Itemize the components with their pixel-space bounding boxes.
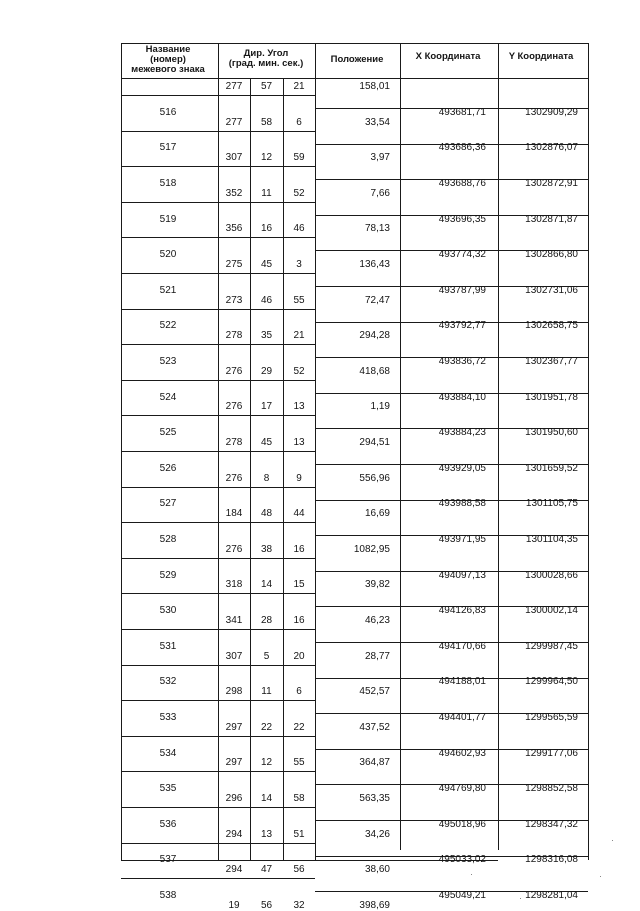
x-coordinate: 495018,96 bbox=[438, 819, 486, 830]
mark-number: 531 bbox=[159, 641, 177, 652]
x-coordinate: 493884,23 bbox=[438, 427, 486, 438]
angle-seconds: 46 bbox=[293, 223, 305, 234]
angle-minutes: 11 bbox=[261, 188, 272, 199]
distance-value: 136,43 bbox=[359, 259, 390, 270]
distance-value: 294,51 bbox=[359, 437, 390, 448]
angle-seconds: 52 bbox=[293, 188, 305, 199]
angle-degrees: 297 bbox=[225, 722, 243, 733]
distance-value: 33,54 bbox=[364, 117, 390, 128]
row-divider bbox=[121, 451, 315, 452]
distance-value: 78,13 bbox=[364, 223, 390, 234]
row-divider bbox=[121, 95, 315, 96]
angle-minutes: 14 bbox=[260, 793, 273, 804]
angle-minutes: 48 bbox=[260, 508, 273, 519]
x-coordinate: 495033,02 bbox=[438, 854, 486, 865]
angle-degrees: 356 bbox=[225, 223, 243, 234]
mark-number: 535 bbox=[159, 783, 177, 794]
y-coordinate: 1301105,75 bbox=[525, 498, 578, 509]
y-coordinate: 1299565,59 bbox=[525, 712, 578, 723]
angle-degrees: 184 bbox=[225, 508, 243, 519]
angle-degrees: 307 bbox=[225, 152, 243, 163]
y-coordinate: 1302872,91 bbox=[525, 178, 578, 189]
y-coordinate: 1302866,80 bbox=[525, 249, 578, 260]
x-coordinate: 495049,21 bbox=[438, 890, 486, 901]
row-divider bbox=[121, 771, 315, 772]
header-angle bbox=[229, 49, 304, 69]
x-coordinate: 494602,93 bbox=[438, 748, 486, 759]
x-coordinate: 493884,10 bbox=[438, 392, 486, 403]
table-top-border bbox=[121, 43, 589, 44]
angle-minutes: 29 bbox=[260, 366, 273, 377]
y-coordinate: 1302731,06 bbox=[525, 285, 578, 296]
row-divider bbox=[121, 736, 315, 737]
angle-minutes: 12 bbox=[260, 757, 273, 768]
angle-seconds: 32 bbox=[293, 900, 305, 911]
distance-value: 7,66 bbox=[370, 188, 390, 199]
angle-minutes: 11 bbox=[261, 686, 272, 697]
header-name bbox=[131, 45, 205, 75]
y-coordinate: 1300002,14 bbox=[525, 605, 578, 616]
angle-seconds: 15 bbox=[293, 579, 305, 590]
row-divider bbox=[121, 593, 315, 594]
y-coordinate: 1301104,35 bbox=[525, 534, 578, 545]
angle-degrees: 298 bbox=[225, 686, 243, 697]
column-divider bbox=[315, 43, 316, 860]
distance-value: 1,19 bbox=[370, 401, 390, 412]
angle-minutes: 38 bbox=[260, 544, 273, 555]
angle-minutes: 45 bbox=[260, 259, 273, 270]
angle-minutes: 13 bbox=[260, 829, 273, 840]
distance-value: 72,47 bbox=[364, 295, 390, 306]
angle-degrees: 318 bbox=[225, 579, 243, 590]
angle-degrees: 276 bbox=[225, 366, 243, 377]
mark-number: 517 bbox=[159, 142, 177, 153]
column-divider bbox=[498, 43, 499, 850]
angle-minutes: 17 bbox=[260, 401, 273, 412]
mark-number: 521 bbox=[159, 285, 177, 296]
angle-degrees: 275 bbox=[225, 259, 243, 270]
header-name-line2: (номер) bbox=[150, 54, 186, 65]
distance-value: 563,35 bbox=[359, 793, 390, 804]
mark-number: 538 bbox=[159, 890, 177, 901]
angle-degrees: 296 bbox=[225, 793, 243, 804]
distance-value: 556,96 bbox=[359, 473, 390, 484]
angle-degrees: 341 bbox=[225, 615, 243, 626]
row-divider bbox=[121, 202, 315, 203]
row-divider bbox=[121, 522, 315, 523]
x-coordinate: 493792,77 bbox=[438, 320, 486, 331]
x-coordinate: 493774,32 bbox=[438, 249, 486, 260]
mark-number: 537 bbox=[159, 854, 177, 865]
angle-minutes: 14 bbox=[260, 579, 273, 590]
distance-value: 437,52 bbox=[359, 722, 390, 733]
x-coordinate: 493971,95 bbox=[438, 534, 486, 545]
mark-number: 527 bbox=[159, 498, 177, 509]
angle-seconds: 52 bbox=[293, 366, 305, 377]
header-y: Y Координата bbox=[508, 51, 574, 62]
y-coordinate: 1298852,58 bbox=[525, 783, 578, 794]
distance-value: 294,28 bbox=[359, 330, 390, 341]
angle-seconds: 9 bbox=[296, 473, 302, 484]
mark-number: 529 bbox=[159, 570, 177, 581]
angle-seconds: 21 bbox=[293, 81, 305, 92]
angle-seconds: 55 bbox=[293, 295, 305, 306]
angle-degrees: 278 bbox=[225, 330, 243, 341]
row-divider bbox=[121, 273, 315, 274]
angle-degrees: 276 bbox=[225, 544, 243, 555]
scan-speck bbox=[612, 840, 613, 841]
header-angle-line2: (град. мин. сек.) bbox=[228, 58, 304, 69]
angle-degrees: 297 bbox=[225, 757, 243, 768]
angle-seconds: 56 bbox=[293, 864, 305, 875]
angle-degrees: 307 bbox=[225, 651, 243, 662]
row-divider bbox=[121, 415, 315, 416]
y-coordinate: 1302367,77 bbox=[525, 356, 578, 367]
y-coordinate: 1301659,52 bbox=[525, 463, 578, 474]
row-divider bbox=[121, 309, 315, 310]
mark-number: 533 bbox=[159, 712, 177, 723]
mark-number: 516 bbox=[159, 107, 177, 118]
mark-number: 532 bbox=[159, 676, 177, 687]
angle-minutes: 16 bbox=[260, 223, 273, 234]
angle-minutes: 22 bbox=[260, 722, 273, 733]
y-coordinate: 1302871,87 bbox=[525, 214, 578, 225]
x-coordinate: 493929,05 bbox=[438, 463, 486, 474]
angle-minutes: 8 bbox=[263, 473, 270, 484]
row-divider bbox=[121, 166, 315, 167]
angle-seconds: 44 bbox=[293, 508, 305, 519]
header-distance: Положение bbox=[330, 54, 384, 65]
distance-value: 452,57 bbox=[359, 686, 390, 697]
x-coordinate: 494188,01 bbox=[438, 676, 486, 687]
angle-seconds: 55 bbox=[293, 757, 305, 768]
y-coordinate: 1301951,78 bbox=[525, 392, 578, 403]
angle-degrees: 294 bbox=[225, 829, 243, 840]
angle-minutes: 5 bbox=[263, 651, 270, 662]
distance-value: 364,87 bbox=[359, 757, 390, 768]
x-coordinate: 493988,58 bbox=[438, 498, 486, 509]
y-coordinate: 1302658,75 bbox=[525, 320, 578, 331]
x-coordinate: 494126,83 bbox=[438, 605, 486, 616]
angle-seconds: 59 bbox=[293, 152, 305, 163]
mark-number: 530 bbox=[159, 605, 177, 616]
angle-seconds: 6 bbox=[296, 117, 302, 128]
mark-number: 518 bbox=[159, 178, 177, 189]
distance-value: 46,23 bbox=[364, 615, 390, 626]
distance-value: 39,82 bbox=[364, 579, 390, 590]
distance-value: 1082,95 bbox=[353, 544, 390, 555]
scan-speck bbox=[520, 898, 521, 899]
mark-number: 525 bbox=[159, 427, 177, 438]
angle-degrees: 278 bbox=[225, 437, 243, 448]
mark-number: 536 bbox=[159, 819, 177, 830]
header-name-line1: Название bbox=[145, 44, 191, 55]
y-coordinate: 1300028,66 bbox=[525, 570, 578, 581]
angle-degrees: 276 bbox=[225, 401, 243, 412]
row-divider bbox=[121, 380, 315, 381]
distance-value: 418,68 bbox=[359, 366, 390, 377]
distance-value: 28,77 bbox=[364, 651, 390, 662]
distance-value: 158,01 bbox=[359, 81, 390, 92]
mark-number: 522 bbox=[159, 320, 177, 331]
row-divider bbox=[121, 700, 315, 701]
angle-minutes: 12 bbox=[260, 152, 273, 163]
angle-minutes: 56 bbox=[260, 900, 273, 911]
mark-number: 534 bbox=[159, 748, 177, 759]
mark-number: 524 bbox=[159, 392, 177, 403]
scan-speck bbox=[471, 874, 472, 875]
angle-subcolumn-divider bbox=[250, 78, 251, 860]
y-coordinate: 1299177,06 bbox=[525, 748, 578, 759]
angle-minutes: 28 bbox=[260, 615, 273, 626]
y-coordinate: 1302876,07 bbox=[525, 142, 578, 153]
y-coordinate: 1299987,45 bbox=[525, 641, 578, 652]
angle-degrees: 19 bbox=[228, 900, 240, 911]
row-divider bbox=[121, 878, 315, 879]
row-divider bbox=[121, 558, 315, 559]
angle-seconds: 21 bbox=[293, 330, 305, 341]
x-coordinate: 493787,99 bbox=[438, 285, 486, 296]
angle-minutes: 45 bbox=[260, 437, 273, 448]
angle-seconds: 3 bbox=[296, 259, 302, 270]
row-divider bbox=[121, 237, 315, 238]
angle-seconds: 58 bbox=[293, 793, 305, 804]
header-bottom-border bbox=[121, 78, 589, 79]
angle-minutes: 47 bbox=[260, 864, 273, 875]
angle-minutes: 58 bbox=[260, 117, 273, 128]
row-divider bbox=[121, 629, 315, 630]
distance-value: 3,97 bbox=[370, 152, 390, 163]
distance-value: 398,69 bbox=[359, 900, 390, 911]
angle-seconds: 16 bbox=[293, 544, 305, 555]
row-divider bbox=[121, 665, 315, 666]
angle-degrees: 273 bbox=[225, 295, 243, 306]
angle-seconds: 16 bbox=[293, 615, 305, 626]
scan-speck bbox=[600, 876, 601, 877]
x-coordinate: 494769,80 bbox=[438, 783, 486, 794]
y-coordinate: 1299964,50 bbox=[525, 676, 578, 687]
angle-minutes: 46 bbox=[260, 295, 273, 306]
angle-degrees: 276 bbox=[225, 473, 243, 484]
angle-minutes: 35 bbox=[260, 330, 273, 341]
y-coordinate: 1301950,60 bbox=[525, 427, 578, 438]
distance-value: 38,60 bbox=[364, 864, 390, 875]
angle-seconds: 13 bbox=[293, 437, 305, 448]
header-angle-line1: Дир. Угол bbox=[243, 48, 289, 59]
angle-minutes: 57 bbox=[260, 81, 273, 92]
mark-number: 523 bbox=[159, 356, 177, 367]
angle-seconds: 51 bbox=[293, 829, 305, 840]
mark-number: 528 bbox=[159, 534, 177, 545]
mark-number: 519 bbox=[159, 214, 177, 225]
angle-degrees: 294 bbox=[225, 864, 243, 875]
row-divider bbox=[121, 344, 315, 345]
distance-value: 34,26 bbox=[364, 829, 390, 840]
row-divider bbox=[121, 487, 315, 488]
angle-degrees: 277 bbox=[225, 117, 243, 128]
x-coordinate: 493686,36 bbox=[438, 142, 486, 153]
mark-number: 520 bbox=[159, 249, 177, 260]
x-coordinate: 493681,71 bbox=[438, 107, 486, 118]
row-divider bbox=[121, 131, 315, 132]
table-right-border bbox=[588, 43, 589, 860]
mark-number: 526 bbox=[159, 463, 177, 474]
x-coordinate: 493836,72 bbox=[438, 356, 486, 367]
y-coordinate: 1298347,32 bbox=[525, 819, 578, 830]
y-coordinate: 1302909,29 bbox=[525, 107, 578, 118]
header-name-line3: межевого знака bbox=[131, 64, 205, 75]
row-divider bbox=[121, 843, 315, 844]
y-coordinate: 1298316,08 bbox=[525, 854, 578, 865]
x-coordinate: 494170,66 bbox=[438, 641, 486, 652]
x-coordinate: 493696,35 bbox=[438, 214, 486, 225]
angle-subcolumn-divider bbox=[283, 78, 284, 860]
distance-value: 16,69 bbox=[364, 508, 390, 519]
angle-seconds: 6 bbox=[296, 686, 302, 697]
angle-degrees: 277 bbox=[225, 81, 243, 92]
angle-seconds: 22 bbox=[293, 722, 305, 733]
angle-degrees: 352 bbox=[225, 188, 243, 199]
header-x: X Координата bbox=[415, 51, 481, 62]
angle-seconds: 20 bbox=[293, 651, 305, 662]
angle-seconds: 13 bbox=[293, 401, 305, 412]
x-coordinate: 493688,76 bbox=[438, 178, 486, 189]
y-coordinate: 1298281,04 bbox=[525, 890, 578, 901]
x-coordinate: 494401,77 bbox=[438, 712, 486, 723]
row-divider bbox=[121, 807, 315, 808]
column-divider bbox=[400, 43, 401, 850]
x-coordinate: 494097,13 bbox=[438, 570, 486, 581]
